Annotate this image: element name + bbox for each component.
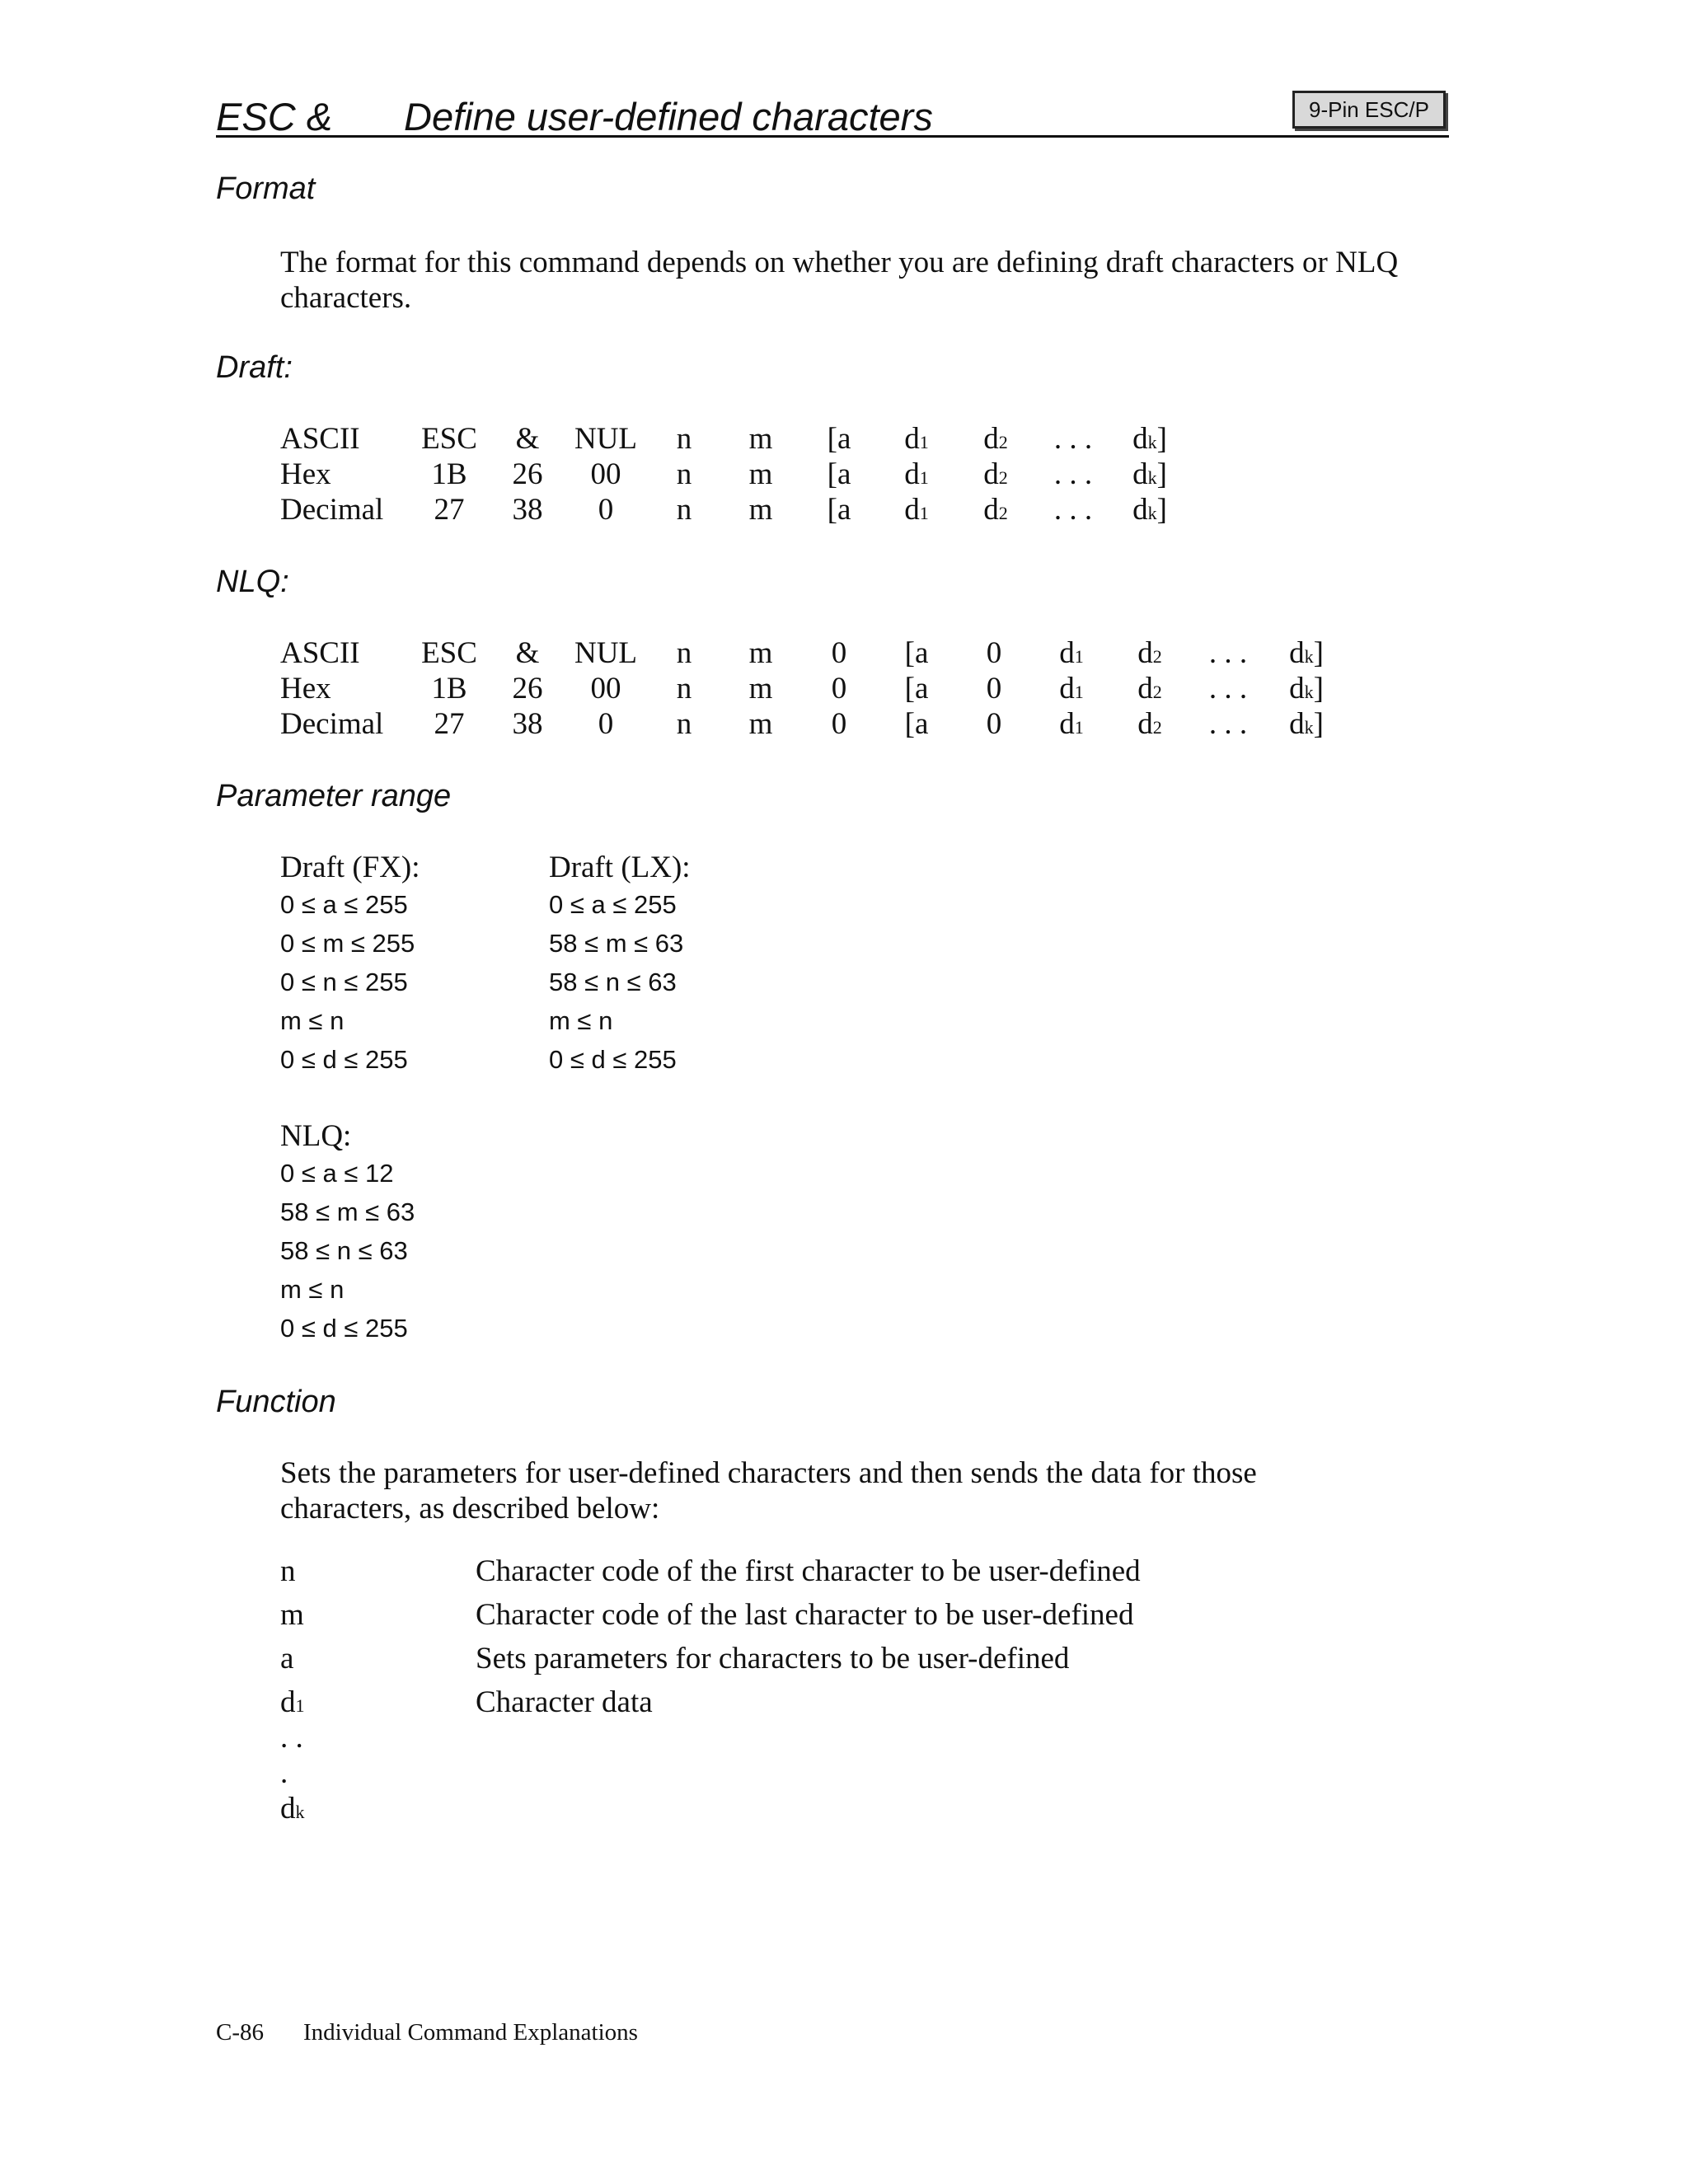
draft-format-cell: 1B [431, 457, 467, 491]
range-item: m ≤ n [280, 1275, 345, 1304]
page-title: Define user-defined characters [404, 95, 933, 138]
nlq-format-cell: 0 [831, 707, 847, 741]
format-intro: The format for this command depends on whether you are defining draft characters or NLQ characters. [280, 246, 1399, 315]
nlq-format-row-label: ASCII [280, 636, 360, 670]
nlq-format-row-label: Hex [280, 672, 331, 705]
nlq-format-cell: m [748, 707, 773, 741]
nlq-format-cell: d2 [1137, 636, 1162, 670]
format-heading: Format [216, 171, 316, 206]
nlq-format-cell: dk] [1289, 672, 1324, 705]
draft-format-cell: [a [827, 457, 851, 491]
range-item: 0 ≤ a ≤ 12 [280, 1159, 394, 1188]
draft-format-cell: 0 [598, 493, 614, 527]
draft-format-row-label: Hex [280, 457, 331, 491]
nlq-format-cell: NUL [574, 636, 638, 670]
nlq-format-cell: 27 [434, 707, 465, 741]
nlq-format-cell: d2 [1137, 672, 1162, 705]
draft-format-row-label: Decimal [280, 493, 384, 527]
draft-format-cell: dk] [1132, 493, 1167, 527]
nlq-format-cell: 1B [431, 672, 467, 705]
draft-format-cell: m [748, 457, 773, 491]
draft-format-cell: d2 [983, 493, 1008, 527]
range-item: 0 ≤ d ≤ 255 [280, 1045, 408, 1074]
draft-format-cell: 00 [590, 457, 621, 491]
nlq-format-cell: 0 [598, 707, 614, 741]
nlq-heading: NLQ: [216, 565, 289, 599]
range-item: 58 ≤ m ≤ 63 [549, 929, 684, 958]
draft-format-cell: n [676, 493, 692, 527]
range-nlq [280, 1119, 415, 1347]
range-item: 0 ≤ n ≤ 255 [280, 968, 408, 996]
draft-format-cell: d1 [904, 493, 929, 527]
nlq-format-cell: . . . [1208, 672, 1248, 705]
draft-format-cell: m [748, 493, 773, 527]
draft-format-cell: d2 [983, 457, 1008, 491]
range-draft-lx [549, 851, 691, 1079]
draft-format-cell: . . . [1053, 493, 1093, 527]
nlq-format-cell: dk] [1289, 707, 1324, 741]
nlq-format-cell: m [748, 672, 773, 705]
nlq-format-cell: d1 [1059, 636, 1084, 670]
nlq-format-cell: 0 [986, 636, 1002, 670]
nlq-format-cell: [a [904, 672, 929, 705]
nlq-format-cell: . . . [1208, 636, 1248, 670]
nlq-format-cell: dk] [1289, 636, 1324, 670]
draft-format-cell: NUL [574, 422, 638, 456]
definition-description: Sets parameters for characters to be user-defined [476, 1642, 1070, 1675]
draft-heading: Draft: [216, 350, 293, 385]
draft-format-cell: [a [827, 493, 851, 527]
nlq-format-cell: & [515, 636, 540, 670]
range-draft-lx-title: Draft (LX): [549, 851, 691, 884]
parameter-range-heading: Parameter range [216, 779, 452, 813]
range-item: 0 ≤ d ≤ 255 [549, 1045, 677, 1074]
page-header [216, 86, 1449, 138]
definition-term: a [280, 1642, 294, 1675]
nlq-format-cell: n [676, 672, 692, 705]
range-draft-fx [280, 851, 420, 1079]
nlq-format-cell: . . . [1208, 707, 1248, 741]
draft-format-cell: . . . [1053, 457, 1093, 491]
range-item: 0 ≤ a ≤ 255 [549, 890, 677, 919]
range-item: 58 ≤ n ≤ 63 [280, 1236, 408, 1265]
definition-description: Character data [476, 1685, 653, 1719]
draft-format-cell: d2 [983, 422, 1008, 456]
definition-description: Character code of the first character to be user-defined [476, 1554, 1141, 1588]
draft-format-cell: [a [827, 422, 851, 456]
draft-format-cell: n [676, 422, 692, 456]
nlq-format-cell: n [676, 636, 692, 670]
function-text: Sets the parameters for user-defined characters and then sends the data for those characters, as described below: [280, 1456, 1257, 1526]
range-item: 0 ≤ d ≤ 255 [280, 1314, 408, 1343]
range-item: m ≤ n [280, 1006, 345, 1035]
nlq-format-cell: 0 [831, 672, 847, 705]
range-item: 58 ≤ n ≤ 63 [549, 968, 677, 996]
function-heading: Function [216, 1385, 336, 1419]
draft-format-cell: n [676, 457, 692, 491]
page-number: C-86 [216, 2019, 264, 2046]
nlq-format-row-label: Decimal [280, 707, 384, 741]
nlq-format-cell: 26 [512, 672, 543, 705]
range-item: 58 ≤ m ≤ 63 [280, 1197, 415, 1226]
draft-format-cell: ESC [421, 422, 477, 456]
nlq-format-cell: 00 [590, 672, 621, 705]
nlq-format-cell: d1 [1059, 707, 1084, 741]
nlq-format-cell: 38 [512, 707, 543, 741]
definition-description: Character code of the last character to be user-defined [476, 1598, 1134, 1632]
range-item: m ≤ n [549, 1006, 613, 1035]
nlq-format-cell: 0 [831, 636, 847, 670]
nlq-format-cell: 0 [986, 672, 1002, 705]
draft-format-cell: m [748, 422, 773, 456]
printer-type-badge: 9-Pin ESC/P [1292, 91, 1446, 129]
command-name: ESC & [216, 95, 333, 138]
draft-format-cell: & [515, 422, 540, 456]
definition-term: m [280, 1598, 304, 1632]
draft-format-cell: d1 [904, 457, 929, 491]
draft-format-cell: 38 [512, 493, 543, 527]
nlq-format-cell: d1 [1059, 672, 1084, 705]
page-footer [216, 2019, 638, 2046]
nlq-format-cell: ESC [421, 636, 477, 670]
nlq-format-cell: n [676, 707, 692, 741]
nlq-format-cell: [a [904, 707, 929, 741]
range-draft-fx-title: Draft (FX): [280, 851, 420, 884]
draft-format-cell: 26 [512, 457, 543, 491]
range-item: 0 ≤ a ≤ 255 [280, 890, 408, 919]
draft-format-cell: 27 [434, 493, 465, 527]
nlq-format-cell: d2 [1137, 707, 1162, 741]
nlq-format-cell: 0 [986, 707, 1002, 741]
range-item: 0 ≤ m ≤ 255 [280, 929, 415, 958]
draft-format-row-label: ASCII [280, 422, 360, 456]
draft-format-cell: dk] [1132, 422, 1167, 456]
range-nlq-title: NLQ: [280, 1119, 352, 1153]
draft-format-cell: dk] [1132, 457, 1167, 491]
nlq-format-cell: m [748, 636, 773, 670]
footer-section: Individual Command Explanations [303, 2019, 638, 2046]
definition-term: d1 . . . dk [280, 1685, 305, 1825]
draft-format-cell: d1 [904, 422, 929, 456]
draft-format-cell: . . . [1053, 422, 1093, 456]
definition-term: n [280, 1554, 296, 1588]
nlq-format-cell: [a [904, 636, 929, 670]
